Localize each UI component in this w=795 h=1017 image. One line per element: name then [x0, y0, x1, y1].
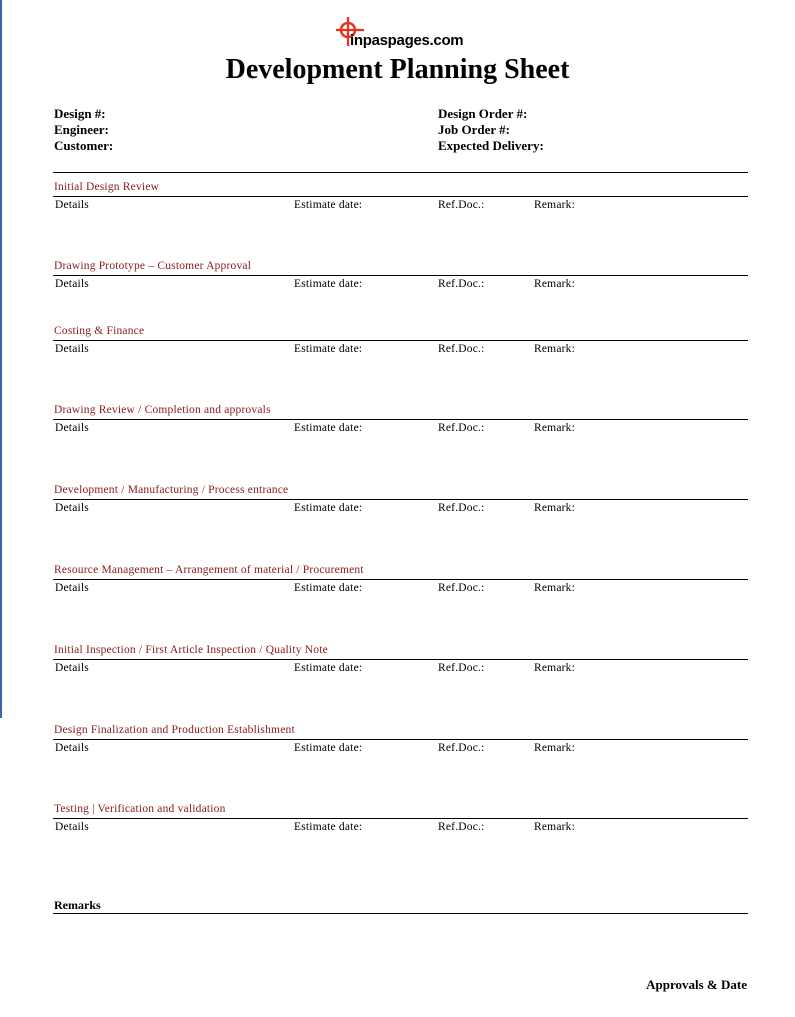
section-title: Testing | Verification and validation — [54, 803, 226, 815]
ref-doc-label: Ref.Doc.: — [438, 821, 485, 833]
section-title: Drawing Review / Completion and approvals — [54, 404, 271, 416]
logo — [336, 16, 476, 50]
section-development-manufacturing — [53, 484, 748, 512]
estimate-date-label: Estimate date: — [294, 662, 363, 674]
section-divider — [53, 419, 748, 420]
estimate-date-label: Estimate date: — [294, 278, 363, 290]
remarks-divider — [53, 913, 748, 914]
ref-doc-label: Ref.Doc.: — [438, 199, 485, 211]
section-testing — [53, 803, 748, 831]
header-fields-right — [438, 106, 544, 154]
details-label: Details — [55, 582, 89, 594]
remark-label: Remark: — [534, 742, 575, 754]
job-order-label: Job Order #: — [438, 122, 510, 137]
remark-label: Remark: — [534, 422, 575, 434]
ref-doc-label: Ref.Doc.: — [438, 662, 485, 674]
header-fields-left — [54, 106, 113, 154]
estimate-date-label: Estimate date: — [294, 422, 363, 434]
design-number-label: Design #: — [54, 106, 106, 121]
section-design-finalization — [53, 724, 748, 752]
section-divider — [53, 499, 748, 500]
estimate-date-label: Estimate date: — [294, 199, 363, 211]
left-margin-rule — [0, 0, 2, 718]
section-costing-finance — [53, 325, 748, 353]
remarks-section — [53, 898, 748, 916]
section-divider — [53, 196, 748, 197]
section-divider — [53, 659, 748, 660]
section-divider — [53, 340, 748, 341]
remark-label: Remark: — [534, 502, 575, 514]
ref-doc-label: Ref.Doc.: — [438, 742, 485, 754]
remark-label: Remark: — [534, 278, 575, 290]
section-title: Costing & Finance — [54, 325, 145, 337]
engineer-label: Engineer: — [54, 122, 109, 137]
approvals-label: Approvals & Date — [646, 977, 747, 992]
section-initial-design-review — [53, 181, 748, 209]
section-title: Resource Management – Arrangement of material / Procurement — [54, 564, 364, 576]
remark-label: Remark: — [534, 662, 575, 674]
design-order-label: Design Order #: — [438, 106, 528, 121]
remarks-label: Remarks — [54, 898, 101, 912]
details-label: Details — [55, 502, 89, 514]
details-label: Details — [55, 662, 89, 674]
section-divider — [53, 739, 748, 740]
section-title: Initial Design Review — [54, 181, 160, 193]
ref-doc-label: Ref.Doc.: — [438, 343, 485, 355]
header-divider — [53, 172, 748, 173]
customer-label: Customer: — [54, 138, 114, 153]
ref-doc-label: Ref.Doc.: — [438, 422, 485, 434]
estimate-date-label: Estimate date: — [294, 821, 363, 833]
details-label: Details — [55, 422, 89, 434]
details-label: Details — [55, 821, 89, 833]
remark-label: Remark: — [534, 821, 575, 833]
ref-doc-label: Ref.Doc.: — [438, 278, 485, 290]
section-title: Drawing Prototype – Customer Approval — [54, 260, 252, 272]
section-divider — [53, 818, 748, 819]
details-label: Details — [55, 742, 89, 754]
expected-delivery-label: Expected Delivery: — [438, 138, 544, 153]
page-title: Development Planning Sheet — [225, 54, 570, 85]
section-title: Development / Manufacturing / Process entrance — [54, 484, 289, 496]
section-drawing-prototype — [53, 260, 748, 288]
details-label: Details — [55, 199, 89, 211]
ref-doc-label: Ref.Doc.: — [438, 502, 485, 514]
section-initial-inspection — [53, 644, 748, 672]
estimate-date-label: Estimate date: — [294, 343, 363, 355]
estimate-date-label: Estimate date: — [294, 582, 363, 594]
section-drawing-review — [53, 404, 748, 432]
remark-label: Remark: — [534, 582, 575, 594]
details-label: Details — [55, 343, 89, 355]
remark-label: Remark: — [534, 343, 575, 355]
remark-label: Remark: — [534, 199, 575, 211]
section-divider — [53, 275, 748, 276]
estimate-date-label: Estimate date: — [294, 502, 363, 514]
estimate-date-label: Estimate date: — [294, 742, 363, 754]
section-divider — [53, 579, 748, 580]
section-title: Initial Inspection / First Article Inspection / Quality Note — [54, 644, 328, 656]
section-title: Design Finalization and Production Establishment — [54, 724, 295, 736]
section-resource-management — [53, 564, 748, 592]
details-label: Details — [55, 278, 89, 290]
logo-text: inpaspages.com — [350, 32, 464, 49]
ref-doc-label: Ref.Doc.: — [438, 582, 485, 594]
